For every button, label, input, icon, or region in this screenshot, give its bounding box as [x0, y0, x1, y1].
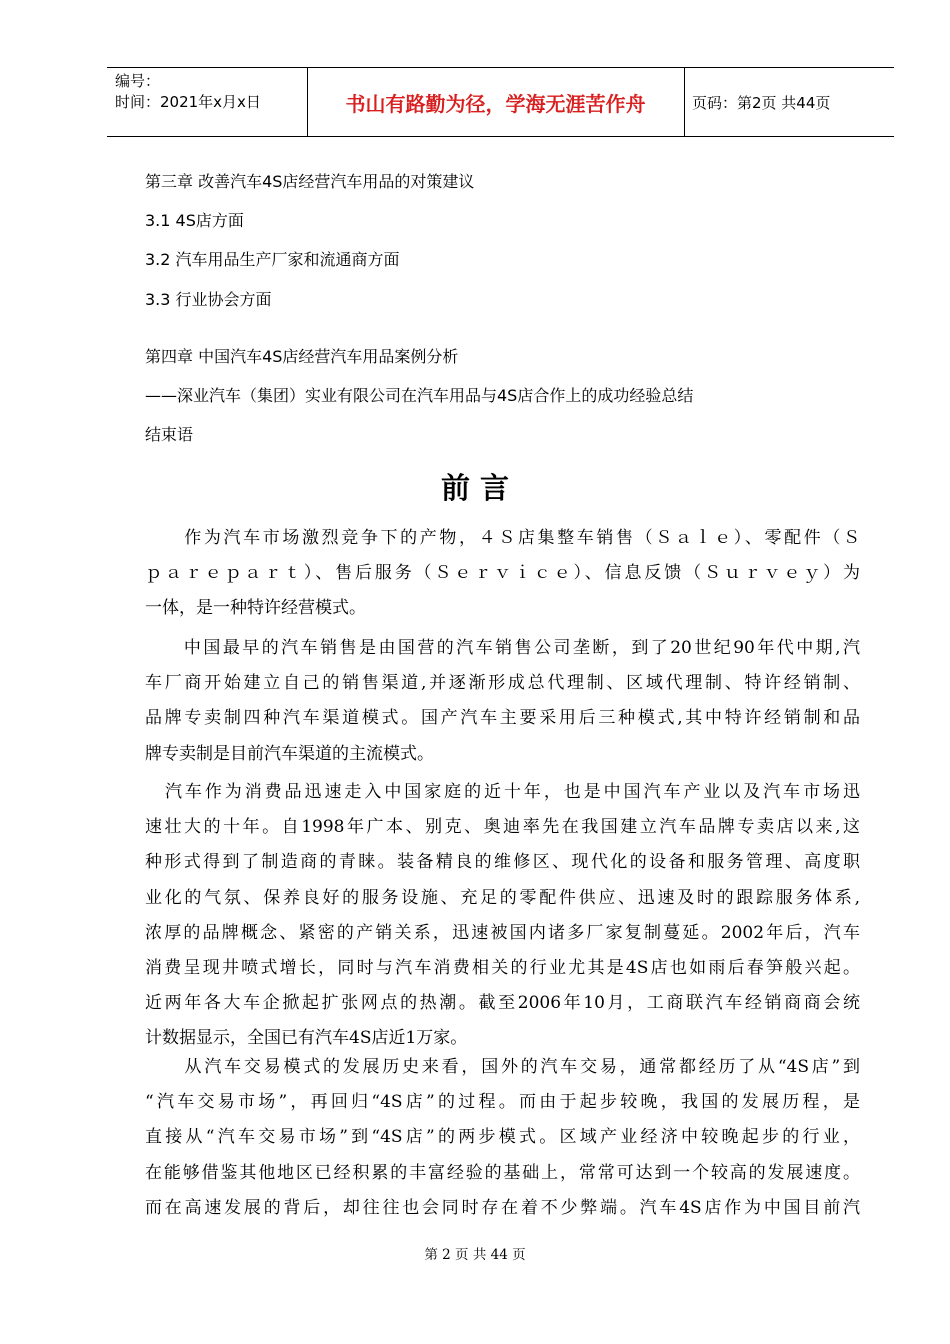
paragraph-line: 速壮大的十年。自1998年广本、别克、奥迪率先在我国建立汽车品牌专卖店以来,这 [145, 817, 860, 838]
paragraph-line: 计数据显示，全国已有汽车4S店近1万家。 [145, 1028, 468, 1049]
paragraph-1 [145, 521, 860, 627]
toc-chapter-3: 第三章 改善汽车4S店经营汽车用品的对策建议 [145, 172, 475, 191]
paragraph-line: 消费呈现井喷式增长，同时与汽车消费相关的行业尤其是4S店也如雨后春笋般兴起。 [145, 958, 860, 979]
paragraph-line: 车厂商开始建立自己的销售渠道,并逐渐形成总代理制、区域代理制、特许经销制、 [145, 673, 860, 694]
paragraph-line: 种形式得到了制造商的青睐。装备精良的维修区、现代化的设备和服务管理、高度职 [145, 852, 860, 873]
paragraph-line: 汽车作为消费品迅速走入中国家庭的近十年，也是中国汽车产业以及汽车市场迅 [145, 782, 860, 802]
paragraph-line: 中国最早的汽车销售是由国营的汽车销售公司垄断，到了20世纪90年代中期,汽 [145, 638, 860, 658]
header-divider-right [684, 68, 685, 136]
paragraph-line: 作为汽车市场激烈竞争下的产物，４Ｓ店集整车销售（Ｓａｌｅ）、零配件（Ｓ [145, 528, 860, 548]
paragraph-line: 业化的气氛、保养良好的服务设施、充足的零配件供应、迅速及时的跟踪服务体系, [145, 887, 860, 908]
toc-case-study: ——深业汽车（集团）实业有限公司在汽车用品与4S店合作上的成功经验总结 [145, 386, 694, 405]
page-footer: 第 2 页 共 44 页 [424, 1247, 526, 1263]
time-label: 时间：2021年x月x日 [115, 93, 261, 111]
document-header [107, 67, 894, 137]
paragraph-line: 从汽车交易模式的发展历史来看，国外的汽车交易，通常都经历了从“4S店”到 [145, 1057, 860, 1077]
paragraph-line: 一体，是一种特许经营模式。 [145, 598, 366, 619]
paragraph-line: 在能够借鉴其他地区已经积累的丰富经验的基础上，常常可达到一个较高的发展速度。 [145, 1162, 860, 1183]
toc-chapter-4: 第四章 中国汽车4S店经营汽车用品案例分析 [145, 347, 459, 366]
paragraph-line: 牌专卖制是目前汽车渠道的主流模式。 [145, 743, 434, 764]
paragraph-3 [145, 775, 860, 1057]
toc-conclusion: 结束语 [145, 425, 194, 444]
paragraph-line: 品牌专卖制四种汽车渠道模式。国产汽车主要采用后三种模式,其中特许经销制和品 [145, 708, 860, 729]
header-motto: 书山有路勤为径，学海无涯苦作舟 [345, 91, 646, 116]
paragraph-line: 浓厚的品牌概念、紧密的产销关系，迅速被国内诸多厂家复制蔓延。2002年后，汽车 [145, 922, 860, 943]
header-meta [115, 71, 261, 113]
paragraph-2 [145, 631, 860, 772]
paragraph-line: ｐａｒｅｐａｒｔ）、售后服务（Ｓｅｒｖｉｃｅ）、信息反馈（Ｓｕｒｖｅｙ）为 [145, 563, 860, 584]
header-page-code: 页码：第2页 共44页 [692, 93, 831, 112]
paragraph-line: 直接从“汽车交易市场”到“4S店”的两步模式。区域产业经济中较晚起步的行业， [145, 1127, 860, 1148]
paragraph-4 [145, 1050, 860, 1226]
number-label: 编号： [115, 72, 161, 90]
paragraph-line: 近两年各大车企掀起扩张网点的热潮。截至2006年10月，工商联汽车经销商商会统 [145, 993, 860, 1014]
paragraph-line: 而在高速发展的背后，却往往也会同时存在着不少弊端。汽车4S店作为中国目前汽 [145, 1197, 860, 1218]
section-title: 前 言 [440, 471, 510, 505]
toc-item-3-1: 3.1 4S店方面 [145, 211, 244, 230]
toc-item-3-3: 3.3 行业协会方面 [145, 290, 272, 309]
paragraph-line: “汽车交易市场”，再回归“4S店”的过程。而由于起步较晚，我国的发展历程，是 [145, 1092, 860, 1113]
toc-item-3-2: 3.2 汽车用品生产厂家和流通商方面 [145, 250, 400, 269]
